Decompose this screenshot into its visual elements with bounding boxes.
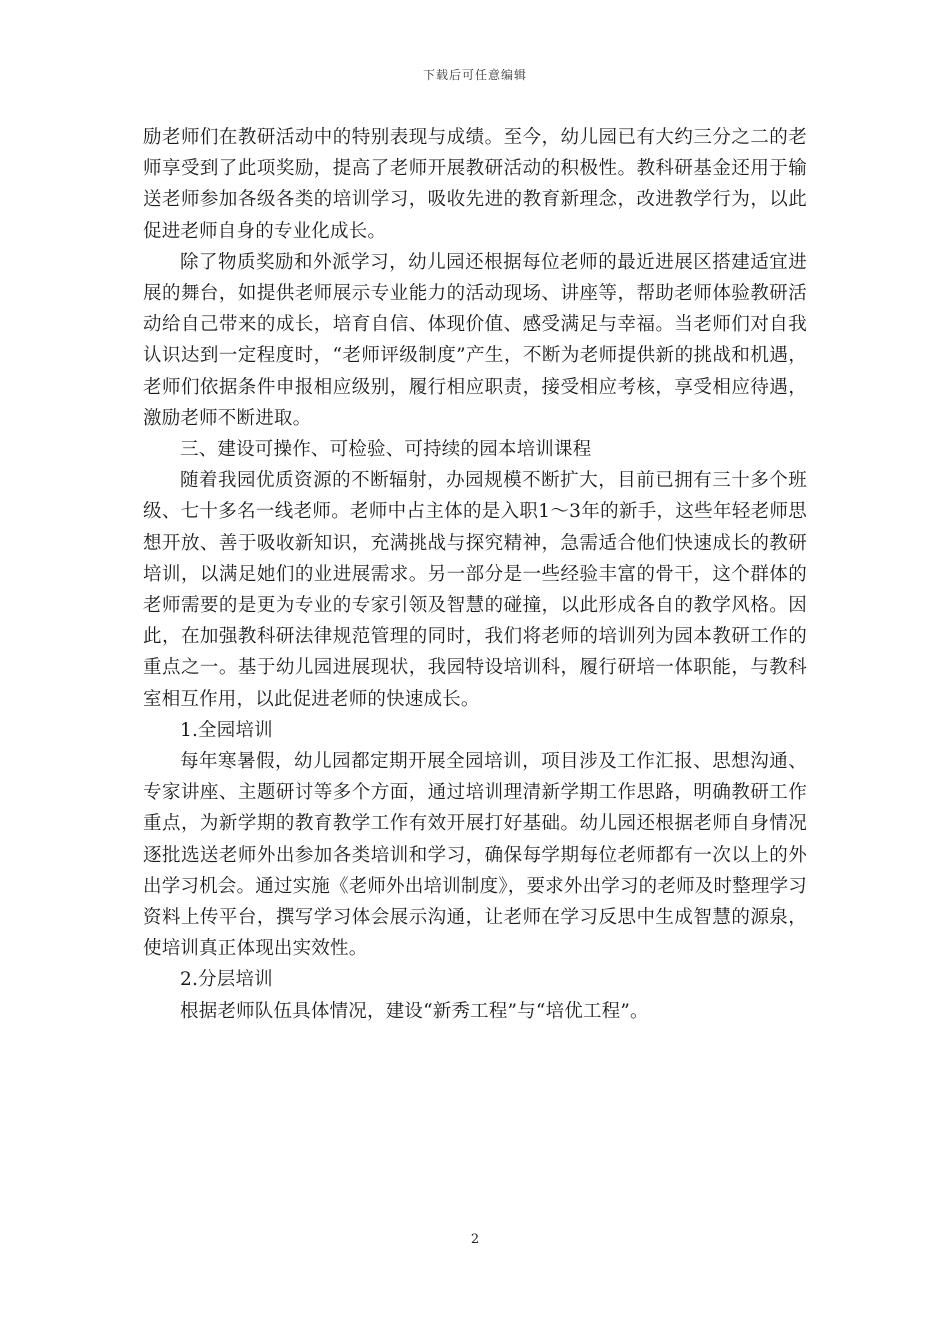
- subsection-heading: 2.分层培训: [180, 969, 273, 991]
- subsection-heading: 1.全园培训: [180, 719, 273, 741]
- paragraph: 根据老师队伍具体情况，建设“新秀工程”与“培优工程”。: [180, 1000, 649, 1022]
- paragraph: 随着我园优质资源的不断辐射，办园规模不断扩大，目前已拥有三十多个班级、七十多名一线老师。老师中占主体的是入职1～3年的新手，这些年轻老师思想开放、善于吸收新知识，充满挑战与探究精神，急需适合他们快速成长的教研培训，以满足她们的业进展需求。另一部分是一些经验丰富的骨干，这个群体的老师需要的是更为专业的专家引领及智慧的碰撞，以此形成各自的教学风格。因此，在加强教科研法律规范管理的同时，我们将老师的培训列为园本教研工作的重点之一。基于幼儿园进展现状，我园特设培训科，履行研培一体职能，与教科室相互作用，以此促进老师的快速成长。: [143, 470, 807, 710]
- paragraph-continued: 励老师们在教研活动中的特别表现与成绩。至今，幼儿园已有大约三分之二的老师享受到了此项奖励，提高了老师开展教研活动的积极性。教科研基金还用于输送老师参加各级各类的培训学习，吸收先进的教育新理念，改进教学行为，以此促进老师自身的专业化成长。: [143, 127, 807, 242]
- page-header: 下载后可任意编辑: [422, 68, 527, 82]
- section-heading: 三、建设可操作、可检验、可持续的园本培训课程: [180, 439, 592, 461]
- page-number: 2: [470, 1232, 480, 1247]
- document-body: [143, 122, 807, 1027]
- paragraph: 除了物质奖励和外派学习，幼儿园还根据每位老师的最近进展区搭建适宜进展的舞台，如提供老师展示专业能力的活动现场、讲座等，帮助老师体验教研活动给自己带来的成长，培育自信、体现价值、感受满足与幸福。当老师们对自我认识达到一定程度时，“老师评级制度”产生，不断为老师提供新的挑战和机遇，老师们依据条件申报相应级别，履行相应职责，接受相应考核，享受相应待遇，激励老师不断进取。: [143, 251, 807, 429]
- paragraph: 每年寒暑假，幼儿园都定期开展全园培训，项目涉及工作汇报、思想沟通、专家讲座、主题研讨等多个方面，通过培训理清新学期工作思路，明确教研工作重点，为新学期的教育教学工作有效开展打好基础。幼儿园还根据老师自身情况逐批选送老师外出参加各类培训和学习，确保每学期每位老师都有一次以上的外出学习机会。通过实施《老师外出培训制度》，要求外出学习的老师及时整理学习资料上传平台，撰写学习体会展示沟通，让老师在学习反思中生成智慧的源泉，使培训真正体现出实效性。: [143, 751, 807, 960]
